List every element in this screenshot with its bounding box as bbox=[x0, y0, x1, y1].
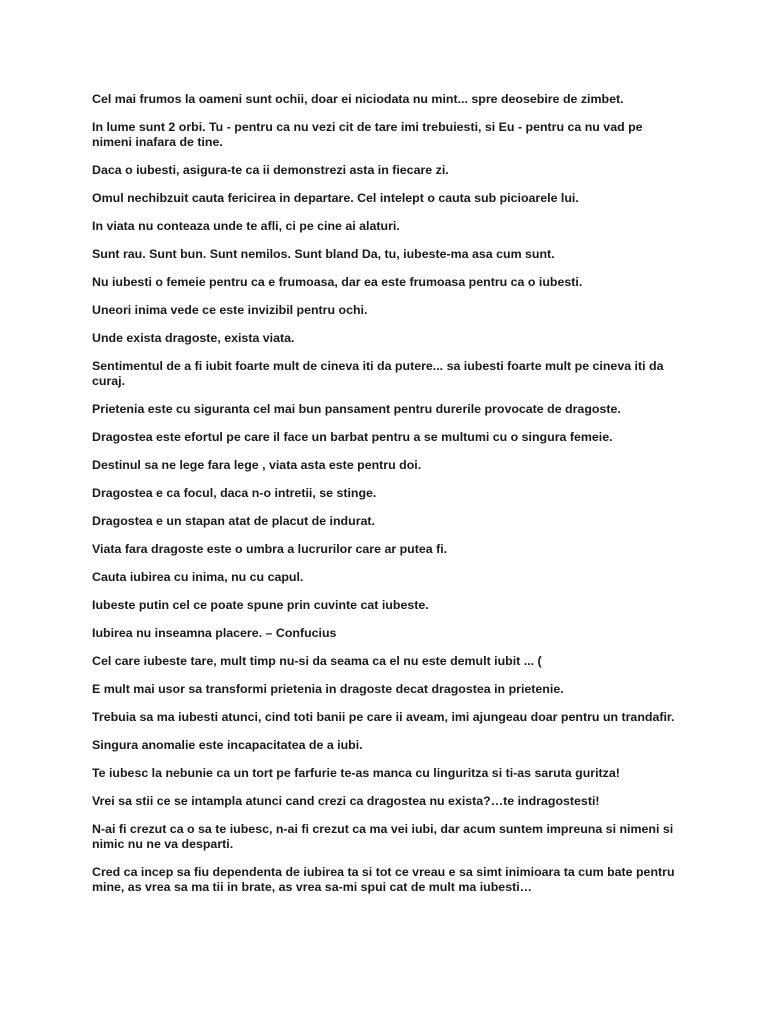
quote-paragraph: Daca o iubesti, asigura-te ca ii demonstrezi asta in fiecare zi. bbox=[92, 163, 449, 177]
quote-paragraph: E mult mai usor sa transformi prietenia in dragoste decat dragostea in prietenie. bbox=[92, 682, 564, 696]
quote-paragraph: Cred ca incep sa fiu dependenta de iubirea ta si tot ce vreau e sa simt inimioara ta cum bate pentru mine, as vrea sa ma tii in brate, as vrea sa-mi spui cat de mult ma iubesti… bbox=[92, 865, 675, 894]
quote-paragraph: Dragostea e un stapan atat de placut de indurat. bbox=[92, 514, 375, 528]
quote-paragraph: Iubirea nu inseamna placere. – Confucius bbox=[92, 626, 337, 640]
quote-paragraph: Cauta iubirea cu inima, nu cu capul. bbox=[92, 570, 304, 584]
quote-paragraph: Vrei sa stii ce se intampla atunci cand crezi ca dragostea nu exista?…te indragostesti! bbox=[92, 794, 600, 808]
quote-paragraph: In viata nu conteaza unde te afli, ci pe cine ai alaturi. bbox=[92, 219, 400, 233]
quote-paragraph: Sunt rau. Sunt bun. Sunt nemilos. Sunt bland Da, tu, iubeste-ma asa cum sunt. bbox=[92, 247, 555, 261]
quote-paragraph: Te iubesc la nebunie ca un tort pe farfurie te-as manca cu linguritza si ti-as saruta guritza! bbox=[92, 766, 620, 780]
quote-paragraph: N-ai fi crezut ca o sa te iubesc, n-ai fi crezut ca ma vei iubi, dar acum suntem impreuna si nimeni si nimic nu ne va desparti. bbox=[92, 822, 674, 851]
document-page bbox=[92, 92, 682, 908]
quote-paragraph: Trebuia sa ma iubesti atunci, cind toti banii pe care ii aveam, imi ajungeau doar pentru un trandafir. bbox=[92, 710, 675, 724]
quote-paragraph: Dragostea este efortul pe care il face un barbat pentru a se multumi cu o singura femeie. bbox=[92, 430, 613, 444]
quote-paragraph: Dragostea e ca focul, daca n-o intretii, se stinge. bbox=[92, 486, 377, 500]
quote-paragraph: In lume sunt 2 orbi. Tu - pentru ca nu vezi cit de tare imi trebuiesti, si Eu - pentru ca nu vad pe nimeni inafara de tine. bbox=[92, 120, 643, 149]
quote-paragraph: Nu iubesti o femeie pentru ca e frumoasa, dar ea este frumoasa pentru ca o iubesti. bbox=[92, 275, 583, 289]
quote-paragraph: Prietenia este cu siguranta cel mai bun pansament pentru durerile provocate de dragoste. bbox=[92, 402, 621, 416]
quote-paragraph: Viata fara dragoste este o umbra a lucrurilor care ar putea fi. bbox=[92, 542, 448, 556]
quote-paragraph: Omul nechibzuit cauta fericirea in departare. Cel intelept o cauta sub picioarele lui. bbox=[92, 191, 579, 205]
quote-paragraph: Cel mai frumos la oameni sunt ochii, doar ei niciodata nu mint... spre deosebire de zimbet. bbox=[92, 92, 624, 106]
quote-paragraph: Uneori inima vede ce este invizibil pentru ochi. bbox=[92, 303, 368, 317]
quote-paragraph: Iubeste putin cel ce poate spune prin cuvinte cat iubeste. bbox=[92, 598, 429, 612]
quote-paragraph: Singura anomalie este incapacitatea de a iubi. bbox=[92, 738, 363, 752]
quote-paragraph: Unde exista dragoste, exista viata. bbox=[92, 331, 295, 345]
quote-paragraph: Cel care iubeste tare, mult timp nu-si da seama ca el nu este demult iubit ... ( bbox=[92, 654, 542, 668]
quote-paragraph: Destinul sa ne lege fara lege , viata asta este pentru doi. bbox=[92, 458, 422, 472]
quote-paragraph: Sentimentul de a fi iubit foarte mult de cineva iti da putere... sa iubesti foarte mult pe cineva iti da curaj. bbox=[92, 359, 664, 388]
